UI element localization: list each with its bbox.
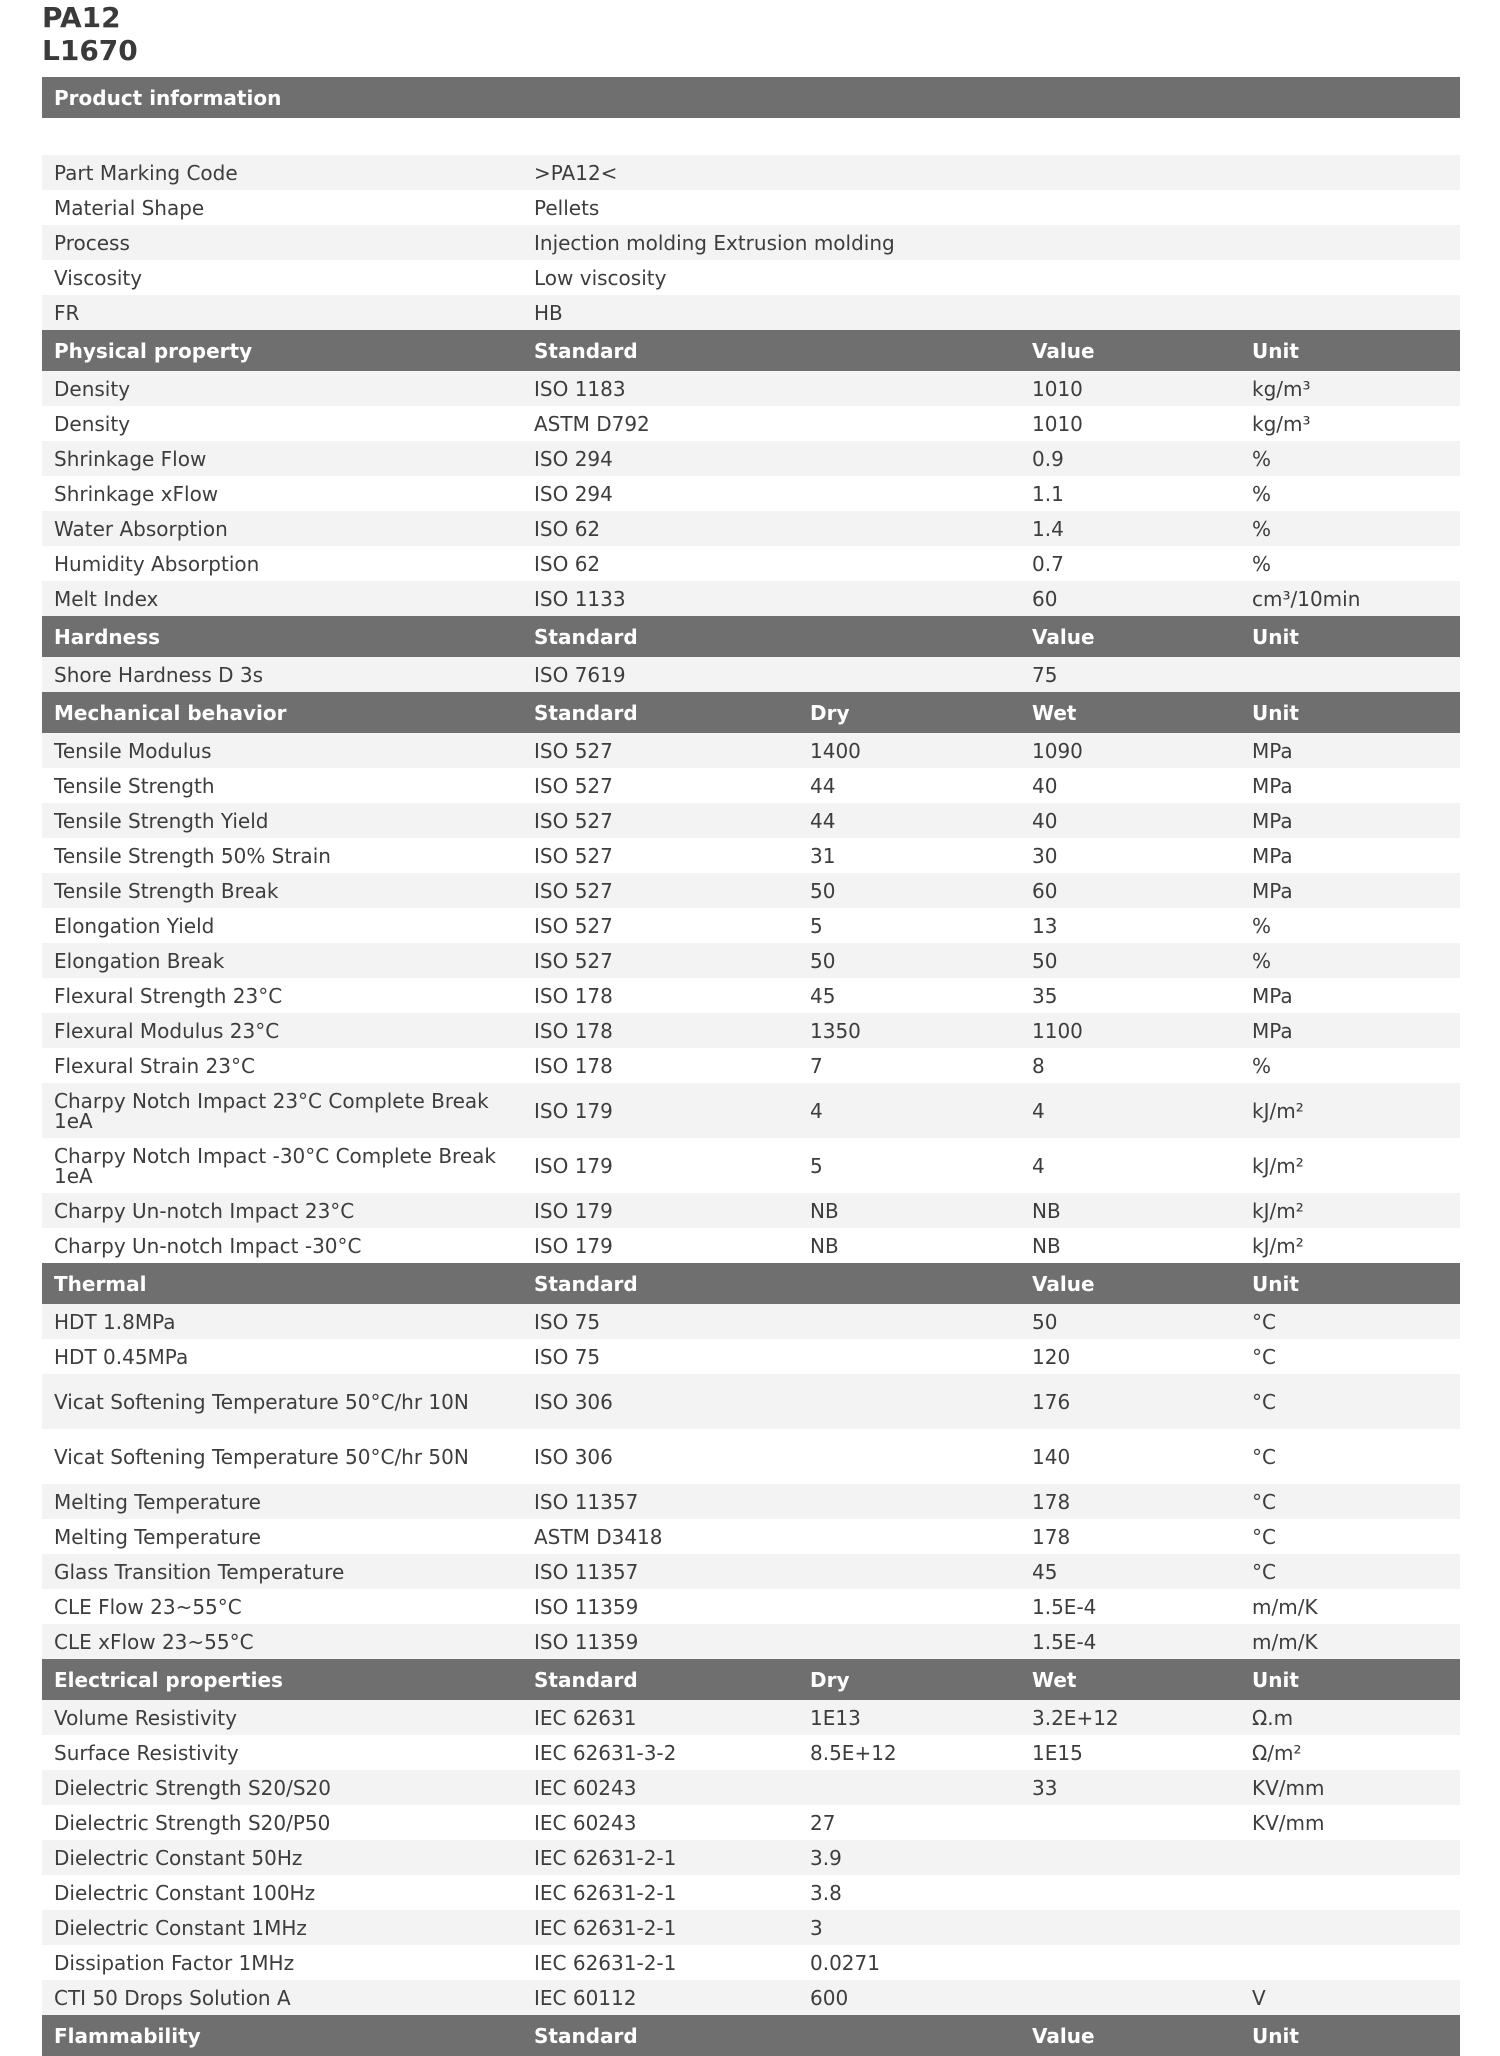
property-value: Injection molding Extrusion molding [534, 230, 895, 255]
wet-value: NB [1032, 1198, 1061, 1223]
column-header-standard: Standard [534, 338, 638, 363]
unit: % [1252, 1053, 1272, 1078]
property-name: FR [54, 300, 80, 325]
dry-value: 27 [810, 1810, 836, 1835]
property-name: HDT 1.8MPa [54, 1309, 176, 1334]
table-row [42, 1624, 1460, 1659]
unit: °C [1252, 1309, 1276, 1334]
wet-value: 1E15 [1032, 1740, 1083, 1765]
wet-value: 3.2E+12 [1032, 1705, 1119, 1730]
table-row [42, 943, 1460, 978]
property-name: Melting Temperature [54, 1524, 261, 1549]
standard: ISO 179 [534, 1153, 613, 1178]
table-row [42, 511, 1460, 546]
wet-value: 30 [1032, 843, 1058, 868]
table-row [42, 155, 1460, 190]
standard: ISO 527 [534, 878, 613, 903]
standard: ISO 11359 [534, 1629, 639, 1654]
table-row [42, 476, 1460, 511]
table-row [42, 978, 1460, 1013]
dry-value: NB [810, 1198, 839, 1223]
dry-value: 5 [810, 1153, 823, 1178]
unit: MPa [1252, 983, 1293, 1008]
standard: ISO 294 [534, 446, 613, 471]
wet-value: 8 [1032, 1053, 1045, 1078]
property-name: Dielectric Strength S20/P50 [54, 1810, 331, 1835]
unit: m/m/K [1252, 1629, 1318, 1654]
property-name: Volume Resistivity [54, 1705, 237, 1730]
section-header-thermal [42, 1263, 1460, 1304]
table-row [42, 1700, 1460, 1735]
property-value: Low viscosity [534, 265, 667, 290]
unit: kJ/m² [1252, 1098, 1304, 1123]
standard: ASTM D3418 [534, 1524, 663, 1549]
property-name: Material Shape [54, 195, 205, 220]
standard: IEC 60243 [534, 1775, 637, 1800]
datasheet-table [42, 77, 1460, 2056]
property-name: Vicat Softening Temperature 50°C/hr 50N [54, 1444, 469, 1469]
value: 120 [1032, 1344, 1071, 1369]
table-row [42, 1339, 1460, 1374]
property-name: Water Absorption [54, 516, 228, 541]
unit: °C [1252, 1389, 1276, 1414]
wet-value: 4 [1032, 1098, 1045, 1123]
standard: ISO 179 [534, 1198, 613, 1223]
property-name: Dielectric Constant 100Hz [54, 1880, 316, 1905]
dry-value: 0.0271 [810, 1950, 880, 1975]
table-row [42, 1083, 1460, 1138]
table-row [42, 546, 1460, 581]
unit: MPa [1252, 1018, 1293, 1043]
standard: ISO 306 [534, 1389, 613, 1414]
value: 0.7 [1032, 551, 1064, 576]
property-name: Melt Index [54, 586, 159, 611]
column-header-value: Value [1032, 2023, 1095, 2048]
table-row [42, 260, 1460, 295]
unit: % [1252, 516, 1272, 541]
standard: IEC 62631-2-1 [534, 1950, 677, 1975]
column-header-value: Value [1032, 338, 1095, 363]
dry-value: 45 [810, 983, 836, 1008]
property-name: Flexural Strength 23°C [54, 983, 283, 1008]
table-row [42, 768, 1460, 803]
wet-value: 1090 [1032, 738, 1083, 763]
dry-value: 7 [810, 1053, 823, 1078]
property-name: Density [54, 376, 131, 401]
dry-value: 1E13 [810, 1705, 861, 1730]
value: 176 [1032, 1389, 1071, 1414]
table-row [42, 1735, 1460, 1770]
value: 1.1 [1032, 481, 1064, 506]
table-row [42, 908, 1460, 943]
wet-value: 33 [1032, 1775, 1058, 1800]
property-name: Dielectric Constant 1MHz [54, 1915, 307, 1940]
dry-value: 44 [810, 773, 836, 798]
unit: KV/mm [1252, 1810, 1325, 1835]
standard: ISO 1183 [534, 376, 626, 401]
section-title: Hardness [54, 624, 161, 649]
column-header-standard: Standard [534, 624, 638, 649]
value: 0.9 [1032, 446, 1064, 471]
standard: ISO 7619 [534, 662, 626, 687]
property-name: Dielectric Strength S20/S20 [54, 1775, 331, 1800]
table-row [42, 1228, 1460, 1263]
property-name: Elongation Break [54, 948, 225, 973]
wet-value: 13 [1032, 913, 1058, 938]
property-name: Melting Temperature [54, 1489, 261, 1514]
unit: MPa [1252, 843, 1293, 868]
product-code: L1670 [42, 34, 138, 67]
product-grade: PA12 [42, 1, 121, 34]
standard: ISO 75 [534, 1309, 601, 1334]
value: 1010 [1032, 411, 1083, 436]
standard: ISO 527 [534, 948, 613, 973]
property-value: HB [534, 300, 563, 325]
dry-value: 44 [810, 808, 836, 833]
standard: ISO 178 [534, 1053, 613, 1078]
table-row [42, 803, 1460, 838]
property-name: Charpy Notch Impact 23°C Complete Break 1eA [54, 1088, 489, 1133]
section-title: Physical property [54, 338, 253, 363]
unit: % [1252, 481, 1272, 506]
value: 75 [1032, 662, 1058, 687]
standard: ISO 179 [534, 1233, 613, 1258]
property-name: Tensile Strength 50% Strain [54, 843, 331, 868]
section-title: Thermal [54, 1271, 147, 1296]
table-row [42, 733, 1460, 768]
column-header-wet: Wet [1032, 1667, 1077, 1692]
table-row [42, 1374, 1460, 1429]
dry-value: 50 [810, 878, 836, 903]
table-row [42, 1048, 1460, 1083]
section-title: Product information [54, 85, 282, 110]
property-name: Flexural Modulus 23°C [54, 1018, 280, 1043]
section-header-mechanical-behavior [42, 692, 1460, 733]
wet-value: 1100 [1032, 1018, 1083, 1043]
property-name: Tensile Strength Yield [54, 808, 269, 833]
unit: °C [1252, 1524, 1276, 1549]
dry-value: 1350 [810, 1018, 861, 1043]
table-row [42, 1519, 1460, 1554]
wet-value: 60 [1032, 878, 1058, 903]
property-name: Charpy Notch Impact -30°C Complete Break 1eA [54, 1143, 496, 1188]
standard: ISO 178 [534, 983, 613, 1008]
value: 1010 [1032, 376, 1083, 401]
property-name: CTI 50 Drops Solution A [54, 1985, 291, 2010]
table-row [42, 1429, 1460, 1484]
table-row [42, 1554, 1460, 1589]
wet-value: 40 [1032, 773, 1058, 798]
unit: cm³/10min [1252, 586, 1361, 611]
section-title: Electrical properties [54, 1667, 283, 1692]
section-header-electrical-properties [42, 1659, 1460, 1700]
property-name: Humidity Absorption [54, 551, 260, 576]
column-header-unit: Unit [1252, 700, 1299, 725]
table-row [42, 581, 1460, 616]
standard: ISO 527 [534, 738, 613, 763]
dry-value: 50 [810, 948, 836, 973]
unit: °C [1252, 1444, 1276, 1469]
unit: kJ/m² [1252, 1233, 1304, 1258]
table-row [42, 1304, 1460, 1339]
property-name: Tensile Strength Break [54, 878, 279, 903]
standard: ISO 62 [534, 516, 601, 541]
dry-value: NB [810, 1233, 839, 1258]
column-header-standard: Standard [534, 1271, 638, 1296]
unit: MPa [1252, 773, 1293, 798]
property-name: Shrinkage xFlow [54, 481, 219, 506]
unit: kJ/m² [1252, 1153, 1304, 1178]
unit: % [1252, 948, 1272, 973]
property-name: HDT 0.45MPa [54, 1344, 189, 1369]
wet-value: NB [1032, 1233, 1061, 1258]
section-header-hardness [42, 616, 1460, 657]
column-header-wet: Wet [1032, 700, 1077, 725]
table-row [42, 1589, 1460, 1624]
property-name: Dielectric Constant 50Hz [54, 1845, 303, 1870]
value: 178 [1032, 1524, 1071, 1549]
standard: ISO 527 [534, 808, 613, 833]
standard: ISO 11357 [534, 1559, 639, 1584]
value: 1.4 [1032, 516, 1064, 541]
standard: ISO 179 [534, 1098, 613, 1123]
section-title: Flammability [54, 2023, 201, 2048]
property-name: Tensile Modulus [54, 738, 212, 763]
dry-value: 5 [810, 913, 823, 938]
column-header-value: Value [1032, 1271, 1095, 1296]
property-name: Viscosity [54, 265, 143, 290]
property-value: >PA12< [534, 160, 618, 185]
standard: IEC 62631-2-1 [534, 1845, 677, 1870]
standard: IEC 62631 [534, 1705, 637, 1730]
unit: % [1252, 446, 1272, 471]
table-row [42, 1980, 1460, 2015]
column-header-unit: Unit [1252, 624, 1299, 649]
standard: ISO 527 [534, 773, 613, 798]
standard: IEC 60243 [534, 1810, 637, 1835]
dry-value: 600 [810, 1985, 849, 2010]
section-header-flammability [42, 2015, 1460, 2056]
table-row [42, 838, 1460, 873]
section-header-physical-property [42, 330, 1460, 371]
section-spacer [42, 118, 1460, 155]
standard: IEC 62631-2-1 [534, 1880, 677, 1905]
standard: ISO 62 [534, 551, 601, 576]
wet-value: 4 [1032, 1153, 1045, 1178]
property-name: Shrinkage Flow [54, 446, 207, 471]
table-row [42, 1138, 1460, 1193]
table-row [42, 190, 1460, 225]
table-row [42, 657, 1460, 692]
property-name: CLE xFlow 23~55°C [54, 1629, 254, 1654]
property-name: Elongation Yield [54, 913, 215, 938]
table-row [42, 1840, 1460, 1875]
dry-value: 4 [810, 1098, 823, 1123]
unit: °C [1252, 1344, 1276, 1369]
column-header-dry: Dry [810, 700, 850, 725]
standard: ISO 11357 [534, 1489, 639, 1514]
standard: ISO 178 [534, 1018, 613, 1043]
section-header-product-information [42, 77, 1460, 118]
table-row [42, 1805, 1460, 1840]
property-name: Charpy Un-notch Impact -30°C [54, 1233, 362, 1258]
table-row [42, 225, 1460, 260]
property-name: Charpy Un-notch Impact 23°C [54, 1198, 355, 1223]
dry-value: 31 [810, 843, 836, 868]
value: 140 [1032, 1444, 1071, 1469]
column-header-standard: Standard [534, 700, 638, 725]
property-name: Flexural Strain 23°C [54, 1053, 255, 1078]
standard: IEC 60112 [534, 1985, 637, 2010]
unit: MPa [1252, 878, 1293, 903]
table-row [42, 1770, 1460, 1805]
unit: kJ/m² [1252, 1198, 1304, 1223]
wet-value: 35 [1032, 983, 1058, 1008]
standard: ISO 294 [534, 481, 613, 506]
unit: % [1252, 913, 1272, 938]
unit: Ω.m [1252, 1705, 1294, 1730]
unit: kg/m³ [1252, 411, 1311, 436]
dry-value: 1400 [810, 738, 861, 763]
column-header-dry: Dry [810, 1667, 850, 1692]
table-row [42, 1945, 1460, 1980]
value: 45 [1032, 1559, 1058, 1584]
unit: MPa [1252, 808, 1293, 833]
table-row [42, 441, 1460, 476]
dry-value: 3.8 [810, 1880, 842, 1905]
unit: m/m/K [1252, 1594, 1318, 1619]
section-title: Mechanical behavior [54, 700, 287, 725]
column-header-standard: Standard [534, 1667, 638, 1692]
standard: ASTM D792 [534, 411, 650, 436]
property-name: Tensile Strength [54, 773, 215, 798]
standard: ISO 1133 [534, 586, 626, 611]
standard: ISO 527 [534, 843, 613, 868]
dry-value: 3.9 [810, 1845, 842, 1870]
standard: ISO 11359 [534, 1594, 639, 1619]
value: 178 [1032, 1489, 1071, 1514]
wet-value: 50 [1032, 948, 1058, 973]
column-header-unit: Unit [1252, 1271, 1299, 1296]
property-name: Process [54, 230, 130, 255]
dry-value: 3 [810, 1915, 823, 1940]
column-header-value: Value [1032, 624, 1095, 649]
unit: KV/mm [1252, 1775, 1325, 1800]
unit: °C [1252, 1489, 1276, 1514]
standard: IEC 62631-3-2 [534, 1740, 677, 1765]
table-row [42, 873, 1460, 908]
property-name: Dissipation Factor 1MHz [54, 1950, 295, 1975]
standard: IEC 62631-2-1 [534, 1915, 677, 1940]
unit: MPa [1252, 738, 1293, 763]
property-name: Part Marking Code [54, 160, 238, 185]
table-row [42, 1484, 1460, 1519]
unit: % [1252, 551, 1272, 576]
property-name: Glass Transition Temperature [54, 1559, 345, 1584]
table-row [42, 406, 1460, 441]
value: 60 [1032, 586, 1058, 611]
dry-value: 8.5E+12 [810, 1740, 897, 1765]
standard: ISO 306 [534, 1444, 613, 1469]
value: 1.5E-4 [1032, 1629, 1097, 1654]
property-name: Shore Hardness D 3s [54, 662, 263, 687]
column-header-unit: Unit [1252, 1667, 1299, 1692]
property-name: Surface Resistivity [54, 1740, 239, 1765]
column-header-unit: Unit [1252, 338, 1299, 363]
table-row [42, 1875, 1460, 1910]
unit: kg/m³ [1252, 376, 1311, 401]
standard: ISO 527 [534, 913, 613, 938]
property-name: Vicat Softening Temperature 50°C/hr 10N [54, 1389, 469, 1414]
standard: ISO 75 [534, 1344, 601, 1369]
table-row [42, 371, 1460, 406]
unit: V [1252, 1985, 1266, 2010]
table-row [42, 295, 1460, 330]
property-name: CLE Flow 23~55°C [54, 1594, 242, 1619]
property-value: Pellets [534, 195, 600, 220]
property-name: Density [54, 411, 131, 436]
table-row [42, 1910, 1460, 1945]
value: 1.5E-4 [1032, 1594, 1097, 1619]
table-row [42, 1013, 1460, 1048]
unit: °C [1252, 1559, 1276, 1584]
column-header-unit: Unit [1252, 2023, 1299, 2048]
wet-value: 40 [1032, 808, 1058, 833]
column-header-standard: Standard [534, 2023, 638, 2048]
unit: Ω/m² [1252, 1740, 1302, 1765]
table-row [42, 1193, 1460, 1228]
value: 50 [1032, 1309, 1058, 1334]
